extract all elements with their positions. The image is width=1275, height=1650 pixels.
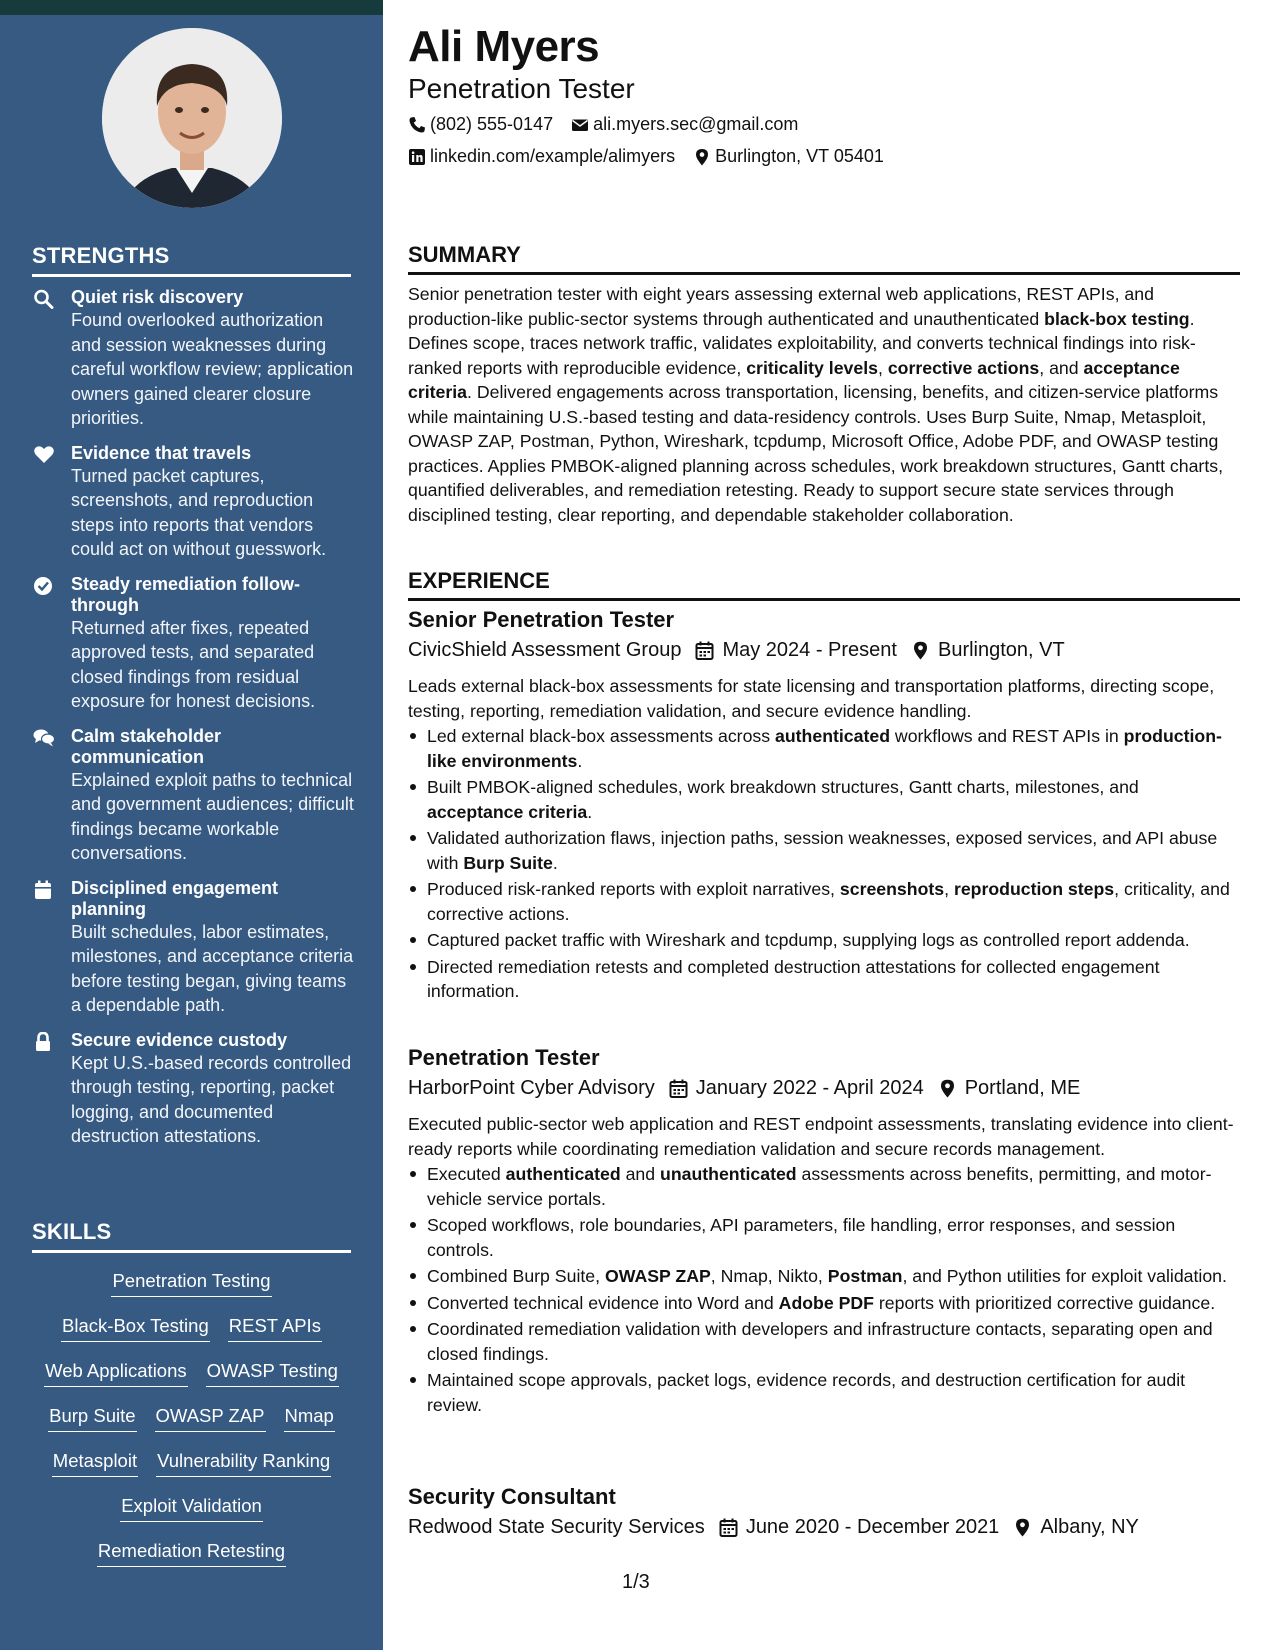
strength-title: Calm stakeholder communication	[71, 725, 222, 767]
job-bullet	[408, 826, 1240, 875]
page-number: 1/3	[622, 1571, 650, 1593]
phone-text: (802) 555-0147	[430, 114, 554, 134]
strength-item	[32, 443, 357, 562]
heart-icon	[33, 445, 55, 465]
job-description: Leads external black-box assessments for state licensing and transportation platforms, directing scope, testing, reporting, remediation validation, and secure evidence handling.	[408, 676, 1215, 721]
skill-tag: REST APIs	[228, 1313, 322, 1342]
skills-row	[32, 1448, 351, 1493]
calendar-icon	[669, 1079, 688, 1098]
skill-tag: Black-Box Testing	[61, 1313, 210, 1342]
linkedin-link[interactable]: linkedin.com/example/alimyers	[430, 146, 676, 166]
text-run: Directed remediation retests and completed destruction attestations for collected engagement information.	[427, 956, 1160, 1001]
text-run: Senior penetration tester with eight years assessing external web applications, REST APIs, and production-like public-sector systems through authenticated and unauthenticated	[408, 284, 1154, 329]
email-link[interactable]: ali.myers.sec@gmail.com	[593, 114, 799, 134]
text-run: , and	[1039, 357, 1084, 378]
text-run: Led external black-box assessments across	[427, 726, 776, 746]
map-pin-icon	[938, 1079, 957, 1098]
bold-text: Postman	[827, 1266, 903, 1286]
strength-description: Returned after fixes, repeated approved tests, and separated closed findings from residual exposure for honest decisions.	[71, 617, 316, 711]
job-company: Redwood State Security Services	[408, 1516, 705, 1538]
bold-text: criticality levels	[746, 357, 878, 378]
contact-row	[408, 114, 816, 135]
text-run: Maintained scope approvals, packet logs, evidence records, and destruction certification for audit review.	[427, 1370, 1186, 1415]
phone-item	[408, 114, 553, 135]
text-run: workflows and REST APIs in	[890, 726, 1124, 746]
strength-description: Built schedules, labor estimates, milestones, and acceptance criteria before testing began, giving teams a dependable path.	[71, 921, 354, 1015]
text-run: Captured packet traffic with Wireshark and tcpdump, supplying logs as controlled report addenda.	[427, 930, 1190, 950]
strengths-list	[32, 287, 357, 1161]
skill-tag: Remediation Retesting	[97, 1538, 286, 1567]
email-item[interactable]	[571, 114, 798, 135]
job-bullet-list	[408, 724, 1240, 1006]
strength-title: Disciplined engagement planning	[71, 877, 279, 919]
job-title: Security Consultant	[408, 1484, 616, 1509]
job-location: Burlington, VT	[937, 639, 1065, 661]
text-run: Executed	[427, 1164, 506, 1184]
bold-text: OWASP ZAP	[604, 1266, 711, 1286]
strength-title: Evidence that travels	[71, 442, 252, 463]
sidebar	[0, 0, 383, 1650]
job-bullet	[408, 1264, 1240, 1289]
job-company: CivicShield Assessment Group	[408, 639, 682, 661]
text-run: .	[552, 852, 558, 873]
candidate-title: Penetration Tester	[408, 73, 635, 104]
bold-text: black-box testing	[1044, 308, 1190, 329]
phone-icon	[408, 116, 426, 134]
bold-text: production-like environments	[427, 726, 1222, 771]
check-circle-icon	[33, 576, 55, 596]
bold-text: unauthenticated	[660, 1164, 797, 1184]
job-bullet	[408, 1317, 1240, 1366]
envelope-icon	[571, 116, 589, 134]
strength-item	[32, 287, 357, 431]
skill-tag: Penetration Testing	[111, 1268, 271, 1297]
text-run: . Delivered engagements across transportation, licensing, benefits, and citizen-service platforms while maintaining U.S.-based testing and data-residency controls. Uses Burp Suite, Nmap, Metasploit, OWASP ZAP, Postman, Python, Wireshark, tcpdump, Microsoft Office, Adobe PDF, and OWASP testing practices. Applies PMBOK-aligned planning across schedules, work breakdown structures, Gantt charts, quantified deliverables, and remediation retesting. Ready to support secure state services through disciplined testing, clear reporting, and dependable stakeholder collaboration.	[408, 382, 1223, 525]
bold-text: screenshots	[839, 879, 945, 899]
text-run: reports with prioritized corrective guidance.	[873, 1292, 1216, 1313]
job-company: HarborPoint Cyber Advisory	[408, 1077, 655, 1099]
linkedin-item[interactable]	[408, 146, 675, 167]
strength-item	[32, 878, 357, 1018]
bold-text: acceptance criteria	[427, 801, 588, 822]
strength-item	[32, 726, 357, 866]
strength-item	[32, 1030, 357, 1149]
map-pin-icon	[693, 148, 711, 166]
skills-row	[32, 1493, 351, 1538]
text-run: ,	[944, 879, 954, 899]
location-text: Burlington, VT 05401	[715, 146, 884, 166]
skill-tag: Metasploit	[52, 1448, 138, 1477]
text-run: Coordinated remediation validation with developers and infrastructure contacts, separating open and closed findings.	[427, 1319, 1213, 1364]
skills-row	[32, 1358, 351, 1403]
skill-tag: Vulnerability Ranking	[156, 1448, 331, 1477]
job-bullet-list	[408, 1162, 1240, 1419]
skill-tag: OWASP ZAP	[155, 1403, 266, 1432]
skills-row	[32, 1313, 351, 1358]
skills-row	[32, 1538, 351, 1583]
strength-description: Found overlooked authorization and session weaknesses during careful workflow review; application owners gained clearer closure priorities.	[71, 310, 354, 428]
candidate-name: Ali Myers	[408, 22, 600, 71]
strength-description: Turned packet captures, screenshots, and reproduction steps into reports that vendors could act on without guesswork.	[71, 465, 327, 559]
profile-photo	[102, 28, 282, 208]
calendar-icon	[719, 1518, 738, 1537]
bold-text: acceptance criteria	[408, 357, 1180, 402]
job-meta	[408, 1516, 1139, 1539]
job-location: Albany, NY	[1040, 1516, 1139, 1538]
text-run: . Defines scope, traces network traffic, validates exploitability, and converts technical findings into risk-ranked reports with reproducible evidence,	[408, 308, 1196, 378]
text-run: , criticality, and corrective actions.	[427, 879, 1230, 924]
job-bullet	[408, 1368, 1240, 1417]
job-bullet	[408, 928, 1240, 953]
job-bullet	[408, 1162, 1240, 1211]
job-dates: May 2024 - Present	[722, 639, 897, 661]
strength-description: Explained exploit paths to technical and government audiences; difficult findings became workable conversations.	[71, 769, 354, 863]
skill-tag: Web Applications	[44, 1358, 188, 1387]
summary-heading: SUMMARY	[408, 242, 1240, 275]
skills-heading: SKILLS	[32, 1219, 351, 1253]
calendar-icon	[695, 641, 714, 660]
job-dates: January 2022 - April 2024	[695, 1077, 924, 1099]
bold-text: Adobe PDF	[778, 1292, 874, 1313]
map-pin-icon	[911, 641, 930, 660]
job-bullet	[408, 955, 1240, 1004]
sidebar-top-bar	[0, 0, 383, 15]
job-meta	[408, 1077, 1080, 1100]
text-run: Built PMBOK-aligned schedules, work breakdown structures, Gantt charts, milestones, and	[427, 777, 1139, 797]
experience-heading: EXPERIENCE	[408, 568, 1240, 601]
text-run: assessments across benefits, permitting, and motor-vehicle service portals.	[427, 1164, 1212, 1209]
text-run: Combined Burp Suite,	[427, 1266, 605, 1286]
text-run: , Nmap, Nikto,	[710, 1266, 828, 1286]
job-title: Penetration Tester	[408, 1045, 600, 1070]
bold-text: reproduction steps	[953, 879, 1115, 899]
bold-text: corrective actions	[887, 357, 1040, 378]
comments-icon	[33, 728, 55, 748]
skill-tag: OWASP Testing	[206, 1358, 339, 1387]
text-run: Validated authorization flaws, injection paths, session weaknesses, exposed services, and API abuse with	[427, 828, 1218, 873]
strength-title: Secure evidence custody	[71, 1029, 288, 1050]
strength-description: Kept U.S.-based records controlled through testing, reporting, packet logging, and documented destruction attestations.	[71, 1052, 352, 1146]
bold-text: Burp Suite	[463, 852, 553, 873]
job-bullet	[408, 775, 1240, 824]
skill-tag: Nmap	[284, 1403, 335, 1432]
strength-item	[32, 574, 357, 714]
skill-tag: Exploit Validation	[120, 1493, 263, 1522]
job-description: Executed public-sector web application and REST endpoint assessments, translating evidence into client-ready reports while coordinating remediation validation and secure records management.	[408, 1114, 1234, 1159]
strengths-heading: STRENGTHS	[32, 243, 351, 277]
skills-row	[32, 1268, 351, 1313]
job-bullet	[408, 1213, 1240, 1262]
skills-row	[32, 1403, 351, 1448]
text-run: Converted technical evidence into Word and	[427, 1292, 779, 1313]
text-run: ,	[877, 357, 888, 378]
job-meta	[408, 639, 1065, 662]
linkedin-icon	[408, 148, 426, 166]
job-title: Senior Penetration Tester	[408, 607, 675, 632]
job-dates: June 2020 - December 2021	[745, 1516, 1000, 1538]
text-run: , and Python utilities for exploit validation.	[902, 1266, 1227, 1286]
strength-title: Quiet risk discovery	[71, 287, 244, 307]
summary-text	[408, 282, 1240, 527]
text-run: .	[587, 801, 593, 822]
job-bullet	[408, 724, 1240, 773]
contact-row	[408, 146, 902, 167]
bold-text: authenticated	[775, 726, 891, 746]
lock-icon	[33, 1032, 55, 1052]
map-pin-icon	[1013, 1518, 1032, 1537]
search-icon	[33, 289, 55, 309]
job-bullet	[408, 877, 1240, 926]
text-run: Produced risk-ranked reports with exploit narratives,	[427, 879, 840, 899]
job-location: Portland, ME	[964, 1077, 1081, 1099]
strength-title: Steady remediation follow-through	[71, 573, 301, 615]
skill-tag: Burp Suite	[48, 1403, 136, 1432]
text-run: and	[620, 1164, 661, 1184]
calendar-icon	[33, 880, 55, 900]
bold-text: authenticated	[505, 1164, 621, 1184]
skills-list	[32, 1268, 351, 1583]
text-run: Scoped workflows, role boundaries, API parameters, file handling, error responses, and session controls.	[427, 1215, 1176, 1260]
location-item	[693, 146, 884, 167]
text-run: .	[577, 750, 583, 771]
job-bullet	[408, 1291, 1240, 1316]
